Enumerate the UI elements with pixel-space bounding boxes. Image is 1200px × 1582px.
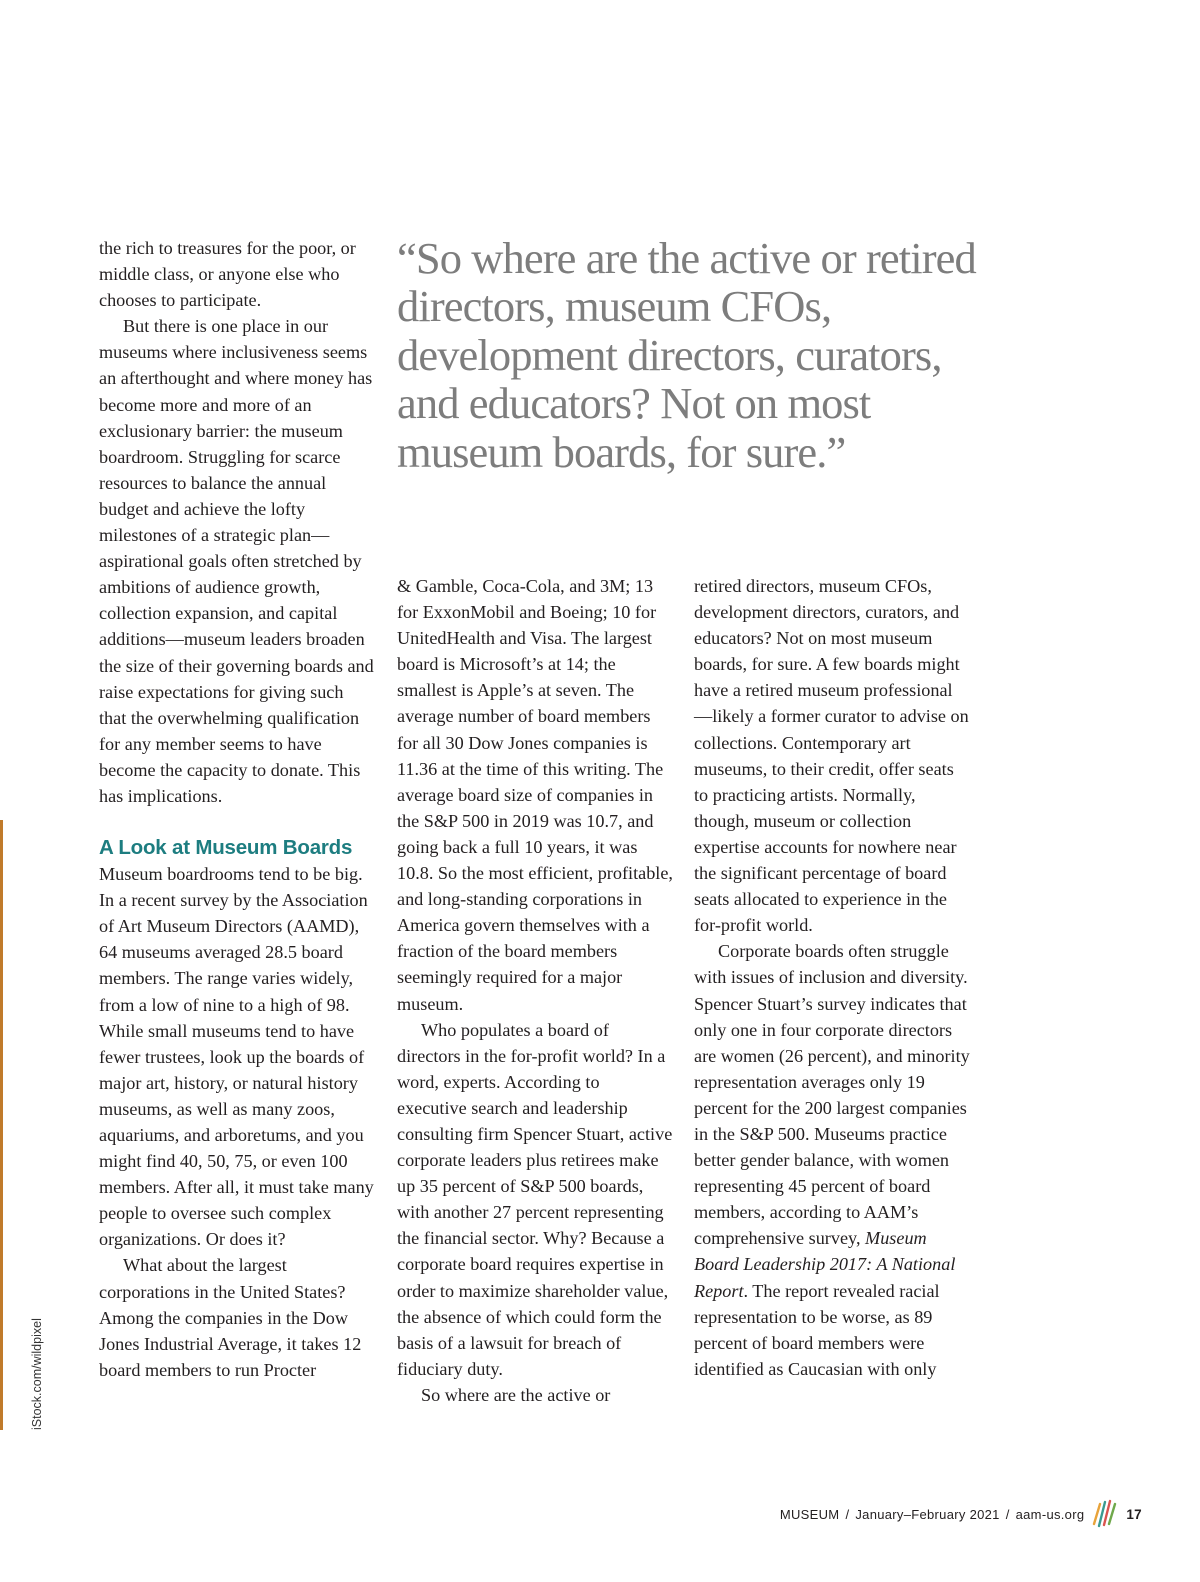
paragraph-text: Corporate boards often struggle with issues of inclusion and diversity. Spencer Stuart’s survey indicates that only one in four corporate directors are women (26 percent), and minority representation averages only 19 percent for the 200 largest companies in the S&P 500. Museums practice better gender balance, with women representing 45 percent of board members, according to AAM’s comprehensive survey,	[694, 941, 970, 1249]
publication-name: MUSEUM	[779, 1506, 840, 1522]
report-title: Museum Board Leadership 2017: A National Report	[694, 1228, 956, 1301]
footer-separator: /	[1005, 1506, 1010, 1522]
paragraph	[694, 938, 970, 1382]
page-edge-rule	[0, 820, 3, 1430]
section-heading: A Look at Museum Boards	[99, 836, 353, 860]
photo-credit: iStock.com/wildpixel	[30, 1318, 44, 1430]
paragraph: Who populates a board of directors in the for-profit world? In a word, experts. According to executive search and leadership consulting firm Spencer Stuart, active corporate leaders plus retirees make up 35 percent of S&P 500 boards, with another 27 percent representing the financial sector. Why? Because a corporate board requires expertise in order to maximize shareholder value, the absence of which could form the basis of a lawsuit for breach of fiduciary duty.	[397, 1019, 673, 1379]
paragraph: But there is one place in our museums where inclusiveness seems an afterthought and where money has become more and more of an exclusionary barrier: the museum boardroom. Struggling for scarce resources to balance the annual budget and achieve the lofty milestones of a strategic plan—aspirational goals often stretched by ambitions of audience growth, collection expansion, and capital additions—museum leaders broaden the size of their governing boards and raise expectations for giving such that the overwhelming qualification for any member seems to have become the capacity to donate. This has implications.	[99, 316, 374, 806]
page-footer	[780, 1499, 1142, 1529]
article-column-3	[694, 573, 970, 1382]
paragraph: Museum boardrooms tend to be big. In a recent survey by the Association of Art Museum Directors (AAMD), 64 museums averaged 28.5 board members. The range varies widely, from a low of nine to a high of 98. While small museums tend to have fewer trustees, look up the boards of major art, history, or natural history museums, as well as many zoos, aquariums, and arboretums, and you might find 40, 50, 75, or even 100 members. After all, it must take many people to oversee such complex organizations. Or does it?	[99, 864, 374, 1250]
paragraph: So where are the active or	[421, 1384, 611, 1405]
article-column-1	[99, 235, 375, 1383]
website-link[interactable]: aam-us.org	[1015, 1506, 1085, 1522]
page-number: 17	[1126, 1506, 1142, 1522]
issue-date: January–February 2021	[855, 1506, 1000, 1522]
aam-logo-icon	[1092, 1498, 1118, 1531]
paragraph: & Gamble, Coca-Cola, and 3M; 13 for ExxonMobil and Boeing; 10 for UnitedHealth and Visa. The largest board is Microsoft’s at 14; the smallest is Apple’s at seven. The average number of board members for all 30 Dow Jones companies is 11.36 at the time of this writing. The average board size of companies in the S&P 500 in 2019 was 10.7, and going back a full 10 years, it was 10.8. So the most efficient, profitable, and long-standing corporations in America govern themselves with a fraction of the board members seemingly required for a major museum.	[397, 576, 673, 1014]
paragraph: retired directors, museum CFOs, development directors, curators, and educators? Not on most museum boards, for sure. A few boards might have a retired museum professional—likely a former curator to advise on collections. Contemporary art museums, to their credit, offer seats to practicing artists. Normally, though, museum or collection expertise accounts for nowhere near the significant percentage of board seats allocated to experience in the for-profit world.	[694, 576, 969, 936]
footer-separator: /	[845, 1506, 850, 1522]
paragraph-text: . The report revealed racial representation to be worse, as 89 percent of board members were identified as Caucasian with only	[694, 1280, 940, 1379]
paragraph: What about the largest corporations in the United States? Among the companies in the Dow Jones Industrial Average, it takes 12 board members to run Procter	[99, 1255, 362, 1380]
pull-quote: “So where are the active or retired directors, museum CFOs, development directors, curators, and educators? Not on most museum boards, for sure.”	[397, 233, 976, 477]
article-column-2	[397, 573, 673, 1408]
paragraph: the rich to treasures for the poor, or middle class, or anyone else who chooses to participate.	[99, 238, 356, 311]
